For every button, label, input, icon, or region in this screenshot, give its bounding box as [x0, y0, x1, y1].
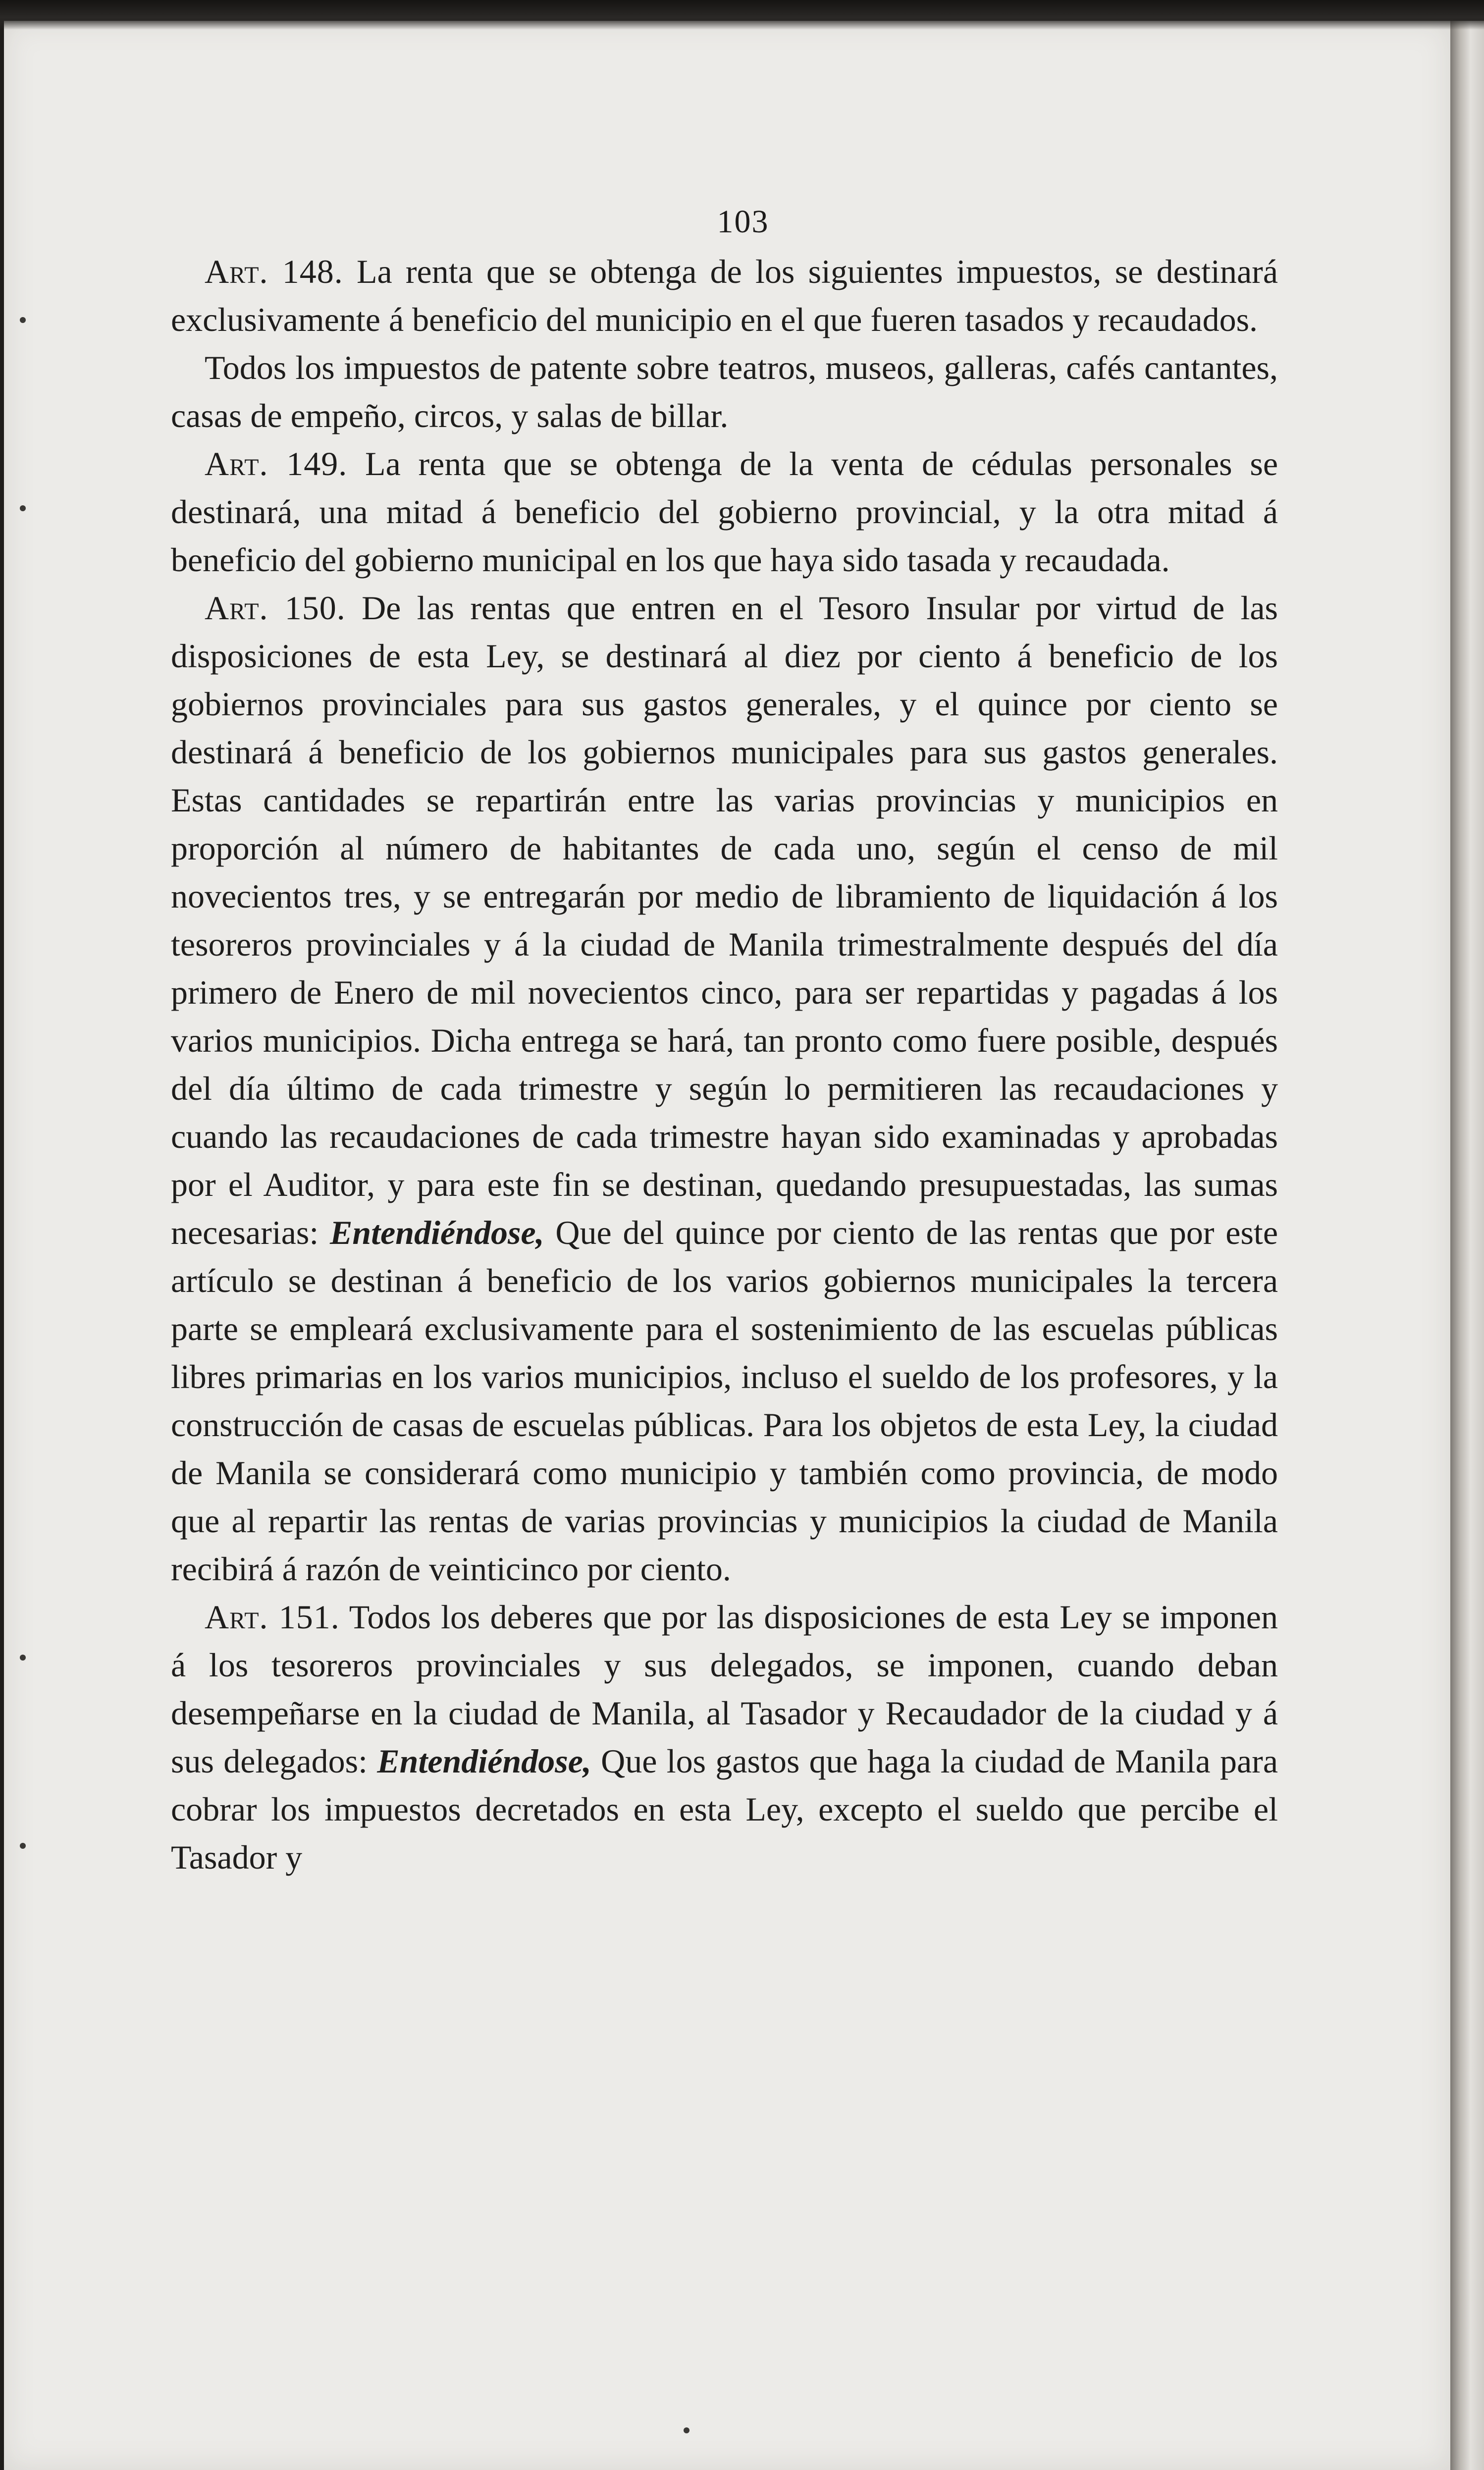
margin-mark [20, 1655, 26, 1661]
paragraph-text: De las rentas que entren en el Tesoro Insular por virtud de las disposiciones de esta Ley, se destinará al diez por ciento á beneficio de los gobiernos provinciales para sus gastos generales, y el quince por ciento se destinará á beneficio de los gobiernos municipales para sus gastos generales. Estas cantidades se repartirán entre las varias provincias y municipios en proporción al número de habitantes de cada uno, según el censo de mil novecientos tres, y se entregarán por medio de libramiento de liquidación á los tesoreros provinciales y á la ciudad de Manila trimestralmente después del día primero de Enero de mil novecientos cinco, para ser repartidas y pagadas á los varios municipios. Dicha entrega se hará, tan pronto como fuere posible, después del día último de cada trimestre y según lo permitieren las recaudaciones y cuando las recaudaciones de cada trimestre hayan sido examinadas y aprobadas por el Auditor, y para este fin se destinan, quedando presupuestadas, las sumas necesarias: [171, 589, 1278, 1251]
margin-mark [20, 505, 26, 511]
paragraph-text-continued: Que del quince por ciento de las rentas que por este artículo se destinan á beneficio de los varios gobiernos municipales la tercera parte se empleará exclusivamente para el sostenimiento de las escuelas públicas libres primarias en los varios municipios, incluso el sueldo de los profesores, y la construcción de casas de escuelas públicas. Para los objetos de esta Ley, la ciudad de Manila se considerará como municipio y también como provincia, de modo que al repartir las rentas de varias provincias y municipios la ciudad de Manila recibirá á razón de veinticinco por ciento. [171, 1214, 1278, 1588]
paragraph-art-150 [171, 584, 1278, 1593]
article-number: Art. 148. [205, 253, 343, 290]
paragraph-text: La renta que se obtenga de los siguientes impuestos, se destinará exclusivamente á beneficio del municipio en el que fueren tasados y recaudados. [171, 253, 1278, 338]
page-number: 103 [717, 204, 769, 240]
paragraph-text: Todos los impuestos de patente sobre teatros, museos, galleras, cafés cantantes, casas de empeño, circos, y salas de billar. [171, 349, 1278, 434]
article-number: Art. 151. [205, 1598, 340, 1636]
paragraph-art-151 [171, 1593, 1278, 1881]
paragraph-art-148 [171, 248, 1278, 344]
page-edge-shadow [1450, 21, 1484, 2470]
body-text [171, 248, 1278, 1881]
margin-mark [20, 1843, 26, 1849]
article-number: Art. 149. [205, 445, 348, 483]
margin-mark [20, 317, 26, 323]
emphasis-text: Entendiéndose, [330, 1214, 544, 1251]
paragraph-text: Todos los deberes que por las disposiciones de esta Ley se imponen á los tesoreros provinciales y sus delegados, se imponen, cuando deban desempeñarse en la ciudad de Manila, al Tasador y Recaudador de la ciudad y á sus delegados: [171, 1598, 1278, 1780]
top-edge-shadow [0, 0, 1484, 30]
paragraph-art-149 [171, 440, 1278, 584]
paragraph-text-continued: Que los gastos que haga la ciudad de Manila para cobrar los impuestos decretados en esta Ley, excepto el sueldo que percibe el Tasador y [171, 1742, 1278, 1876]
paragraph-taxes-list [171, 344, 1278, 440]
margin-mark [684, 2427, 689, 2433]
paragraph-text: La renta que se obtenga de la venta de cédulas personales se destinará, una mitad á beneficio del gobierno provincial, y la otra mitad á beneficio del gobierno municipal en los que haya sido tasada y recaudada. [171, 445, 1278, 579]
article-number: Art. 150. [205, 589, 346, 627]
emphasis-text: Entendiéndose, [377, 1742, 591, 1780]
